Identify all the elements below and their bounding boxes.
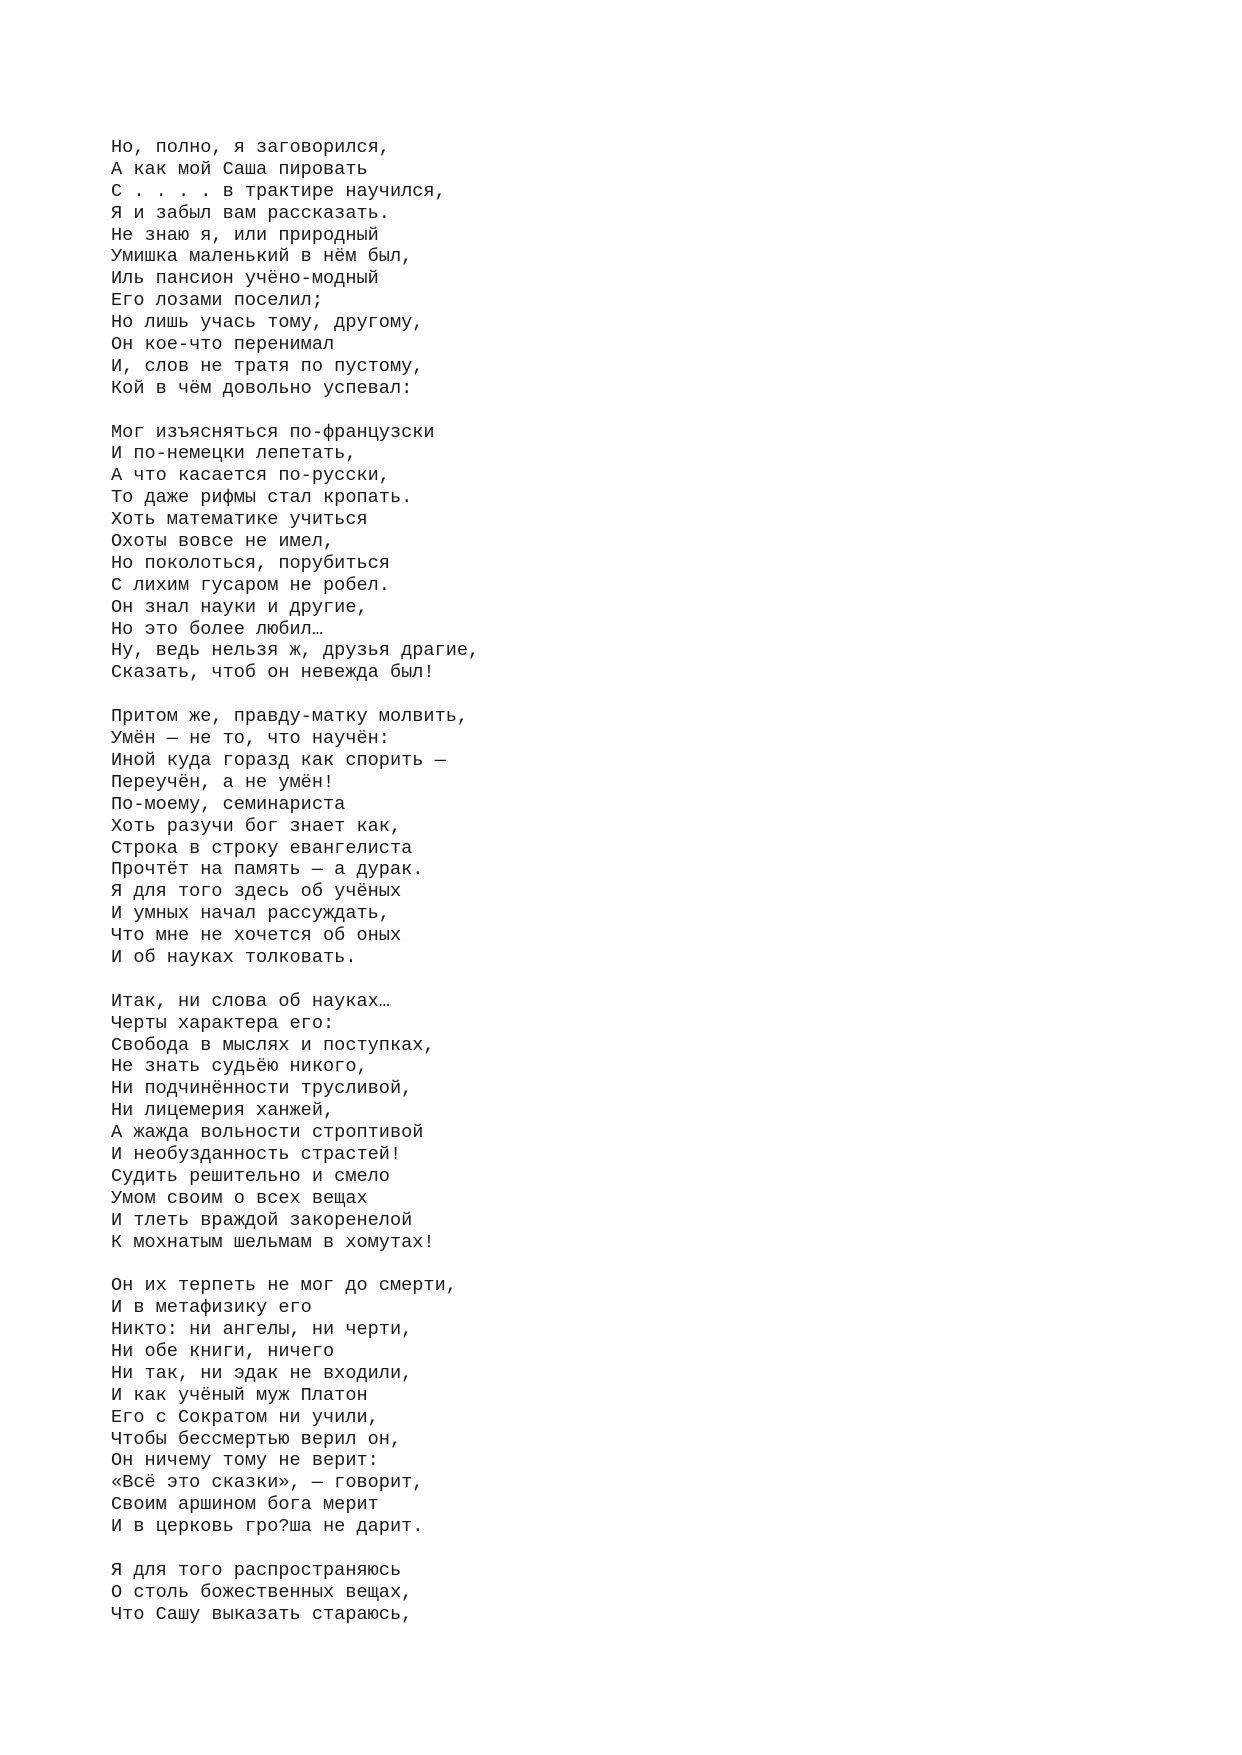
poem-line: Хоть математике учиться bbox=[111, 509, 368, 531]
poem-line: Своим аршином бога мерит bbox=[111, 1494, 379, 1516]
stanza bbox=[111, 1275, 1111, 1538]
poem-line: Он их терпеть не мог до смерти, bbox=[111, 1275, 457, 1297]
poem-line: Я для того распространяюсь bbox=[111, 1559, 402, 1581]
poem-line: А как мой Саша пировать bbox=[111, 158, 368, 180]
poem-line: С . . . . в трактире научился, bbox=[111, 180, 446, 202]
poem-line: И тлеть враждой закоренелой bbox=[111, 1209, 413, 1231]
poem-line: Хоть разучи бог знает как, bbox=[111, 815, 402, 837]
poem-line: А жажда вольности строптивой bbox=[111, 1122, 424, 1144]
poem-line: Мог изъясняться по-французски bbox=[111, 421, 435, 443]
stanza-gap bbox=[111, 1538, 1111, 1560]
poem-line: Не знать судьёю никого, bbox=[111, 1056, 368, 1078]
stanza bbox=[111, 1560, 1111, 1626]
poem-line: И в метафизику его bbox=[111, 1297, 312, 1319]
poem-line: Он ничему тому не верит: bbox=[111, 1450, 379, 1472]
poem-line: Но это более любил… bbox=[111, 618, 324, 640]
poem-line: Что мне не хочется об оных bbox=[111, 925, 402, 947]
poem-line: О столь божественных вещах, bbox=[111, 1581, 413, 1603]
poem-line: Иль пансион учёно-модный bbox=[111, 268, 379, 290]
stanza-gap bbox=[111, 400, 1111, 422]
poem-line: Охоты вовсе не имел, bbox=[111, 531, 335, 553]
poem-line: Я для того здесь об учёных bbox=[111, 881, 402, 903]
poem-line: Свобода в мыслях и поступках, bbox=[111, 1034, 435, 1056]
poem-line: Ни так, ни эдак не входили, bbox=[111, 1362, 413, 1384]
stanza-gap bbox=[111, 684, 1111, 706]
poem-line: А что касается по-русски, bbox=[111, 465, 390, 487]
poem-line: Умён — не то, что научён: bbox=[111, 728, 390, 750]
poem-line: То даже рифмы стал кропать. bbox=[111, 487, 413, 509]
poem-line: И в церковь гро?ша не дарит. bbox=[111, 1516, 424, 1538]
poem-line: И как учёный муж Платон bbox=[111, 1384, 368, 1406]
poem-line: Но, полно, я заговорился, bbox=[111, 137, 390, 158]
poem-line: Ну, ведь нельзя ж, друзья драгие, bbox=[111, 640, 480, 662]
stanza bbox=[111, 137, 1111, 400]
poem-line: «Всё это сказки», — говорит, bbox=[111, 1472, 424, 1494]
poem-line: Ни обе книги, ничего bbox=[111, 1340, 335, 1362]
poem-line: Черты характера его: bbox=[111, 1012, 335, 1034]
poem-line: Чтобы бессмертью верил он, bbox=[111, 1428, 402, 1450]
poem-line: Итак, ни слова об науках… bbox=[111, 990, 390, 1012]
poem-line: Никто: ни ангелы, ни черти, bbox=[111, 1319, 413, 1341]
poem-line: Переучён, а не умён! bbox=[111, 771, 335, 793]
stanza bbox=[111, 706, 1111, 969]
poem-line: Ни лицемерия ханжей, bbox=[111, 1100, 335, 1122]
poem-line: Судить решительно и смело bbox=[111, 1165, 390, 1187]
poem-line: Не знаю я, или природный bbox=[111, 224, 379, 246]
poem-line: К мохнатым шельмам в хомутах! bbox=[111, 1231, 435, 1253]
poem-line: Его с Сократом ни учили, bbox=[111, 1406, 379, 1428]
poem-line: С лихим гусаром не робел. bbox=[111, 574, 390, 596]
poem-line: Я и забыл вам рассказать. bbox=[111, 202, 390, 224]
stanza bbox=[111, 991, 1111, 1254]
poem-line: Он знал науки и другие, bbox=[111, 596, 368, 618]
poem-line: Умишка маленький в нём был, bbox=[111, 246, 413, 268]
poem-line: Иной куда горазд как спорить — bbox=[111, 749, 446, 771]
poem-line: Ни подчинённости трусливой, bbox=[111, 1078, 413, 1100]
stanza-gap bbox=[111, 1253, 1111, 1275]
poem-line: Что Сашу выказать стараюсь, bbox=[111, 1603, 413, 1625]
poem-line: И умных начал рассуждать, bbox=[111, 903, 390, 925]
poem-line: Прочтёт на память — а дурак. bbox=[111, 859, 424, 881]
poem-line: Притом же, правду-матку молвить, bbox=[111, 706, 469, 728]
poem-line: Его лозами поселил; bbox=[111, 290, 324, 312]
poem-line: И по-немецки лепетать, bbox=[111, 443, 357, 465]
poem-line: Умом своим о всех вещах bbox=[111, 1187, 368, 1209]
poem-line: И об науках толковать. bbox=[111, 946, 357, 968]
stanza bbox=[111, 422, 1111, 685]
poem-line: Кой в чём довольно успевал: bbox=[111, 377, 413, 399]
poem-line: И необузданность страстей! bbox=[111, 1143, 402, 1165]
poem-line: Сказать, чтоб он невежда был! bbox=[111, 662, 435, 684]
poem-line: И, слов не тратя по пустому, bbox=[111, 355, 424, 377]
poem-text bbox=[111, 137, 1111, 1626]
poem-line: По-моему, семинариста bbox=[111, 793, 346, 815]
poem-line: Он кое-что перенимал bbox=[111, 334, 335, 356]
poem-line: Но поколоться, порубиться bbox=[111, 552, 390, 574]
poem-line: Строка в строку евангелиста bbox=[111, 837, 413, 859]
poem-line: Но лишь учась тому, другому, bbox=[111, 312, 424, 334]
stanza-gap bbox=[111, 969, 1111, 991]
